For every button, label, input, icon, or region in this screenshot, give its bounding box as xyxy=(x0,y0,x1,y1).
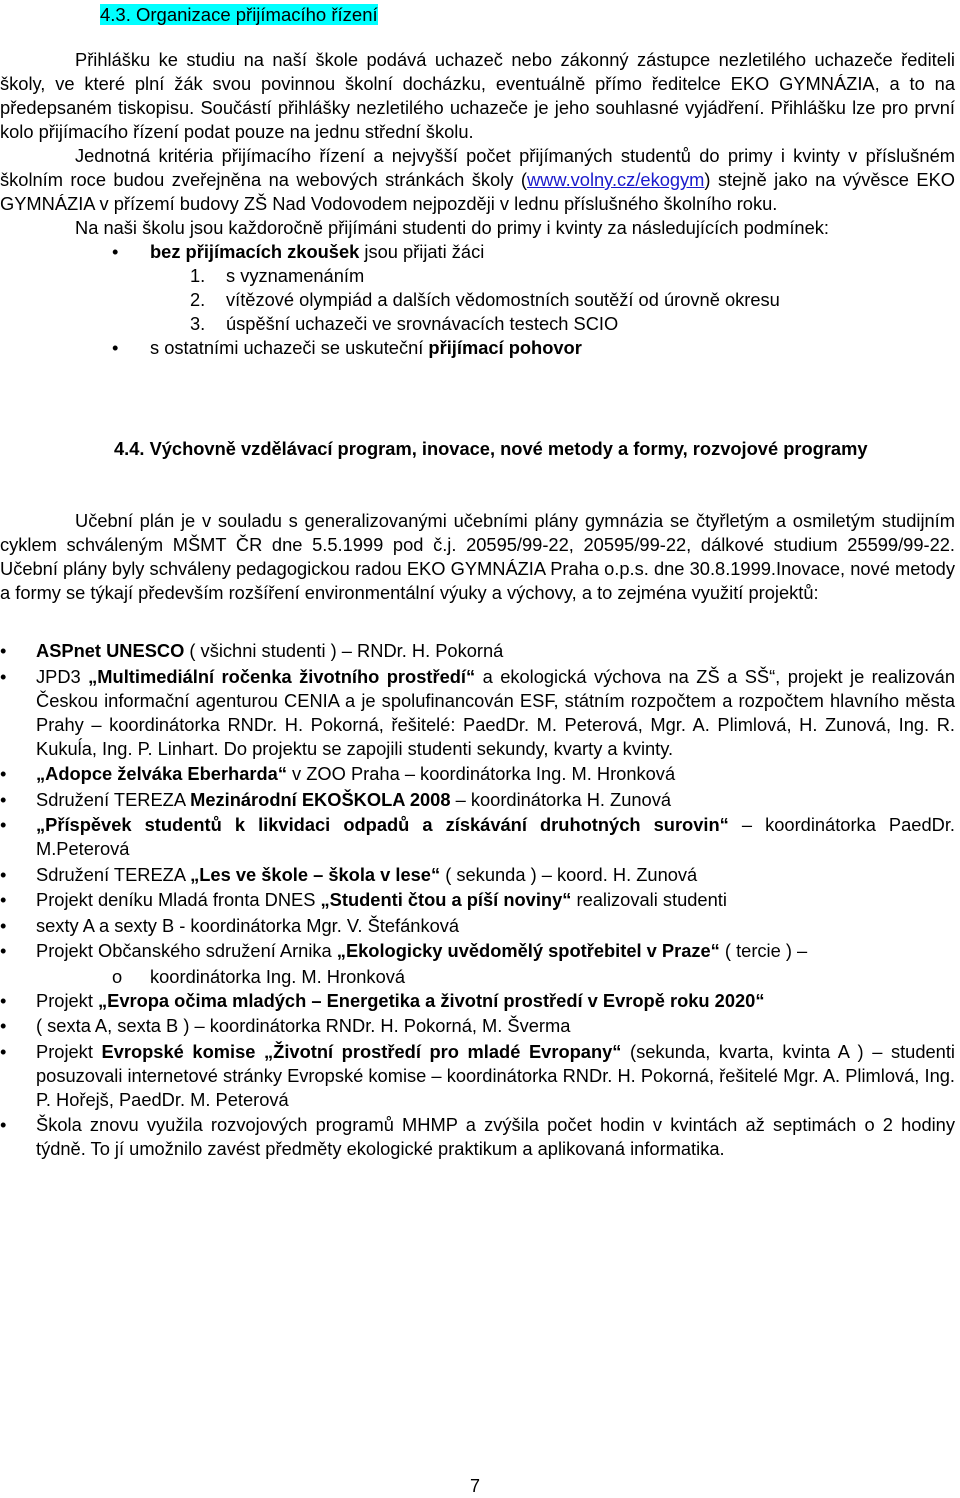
numbered-item: 2. vítězové olympiád a dalších vědomostních soutěží od úrovně okresu xyxy=(190,289,780,310)
list-item: • ASPnet UNESCO ( všichni studenti ) – RNDr. H. Pokorná xyxy=(0,640,504,661)
bullet-icon: • xyxy=(0,1114,7,1135)
section-4-3-body xyxy=(0,48,955,360)
section-heading-4-3: 4.3. Organizace přijímacího řízení xyxy=(100,4,378,25)
list-item: • „Adopce želváka Eberharda“ v ZOO Praha – koordinátorka Ing. M. Hronková xyxy=(0,763,676,784)
list-item: • Sdružení TEREZA „Les ve škole – škola v lese“ ( sekunda ) – koord. H. Zunová xyxy=(0,863,698,885)
paragraph-curriculum: Učební plán je v souladu s generalizovanými učebními plány gymnázia se čtyřletým a osmiletým studijním cyklem schváleným MŠMT ČR dne 5.5.1999 pod č.j. 20595/99-22, 20595/99-22, dálkové studium 25599/99-22. Učební plány byly schváleny pedagogickou radou EKO GYMNÁZIA Praha o.p.s. dne 30.8.1999.Inovace, nové metody a formy se týkají především rozšíření environmentální výuky a výchovy, a to zejména využití projektů: xyxy=(0,510,955,603)
list-item: • Projekt deníku Mladá fronta DNES „Studenti čtou a píší noviny“ realizovali studenti xyxy=(0,889,727,910)
numbered-item: 3. úspěšní uchazeči ve srovnávacích testech SCIO xyxy=(190,313,619,334)
bullet-icon: • xyxy=(0,889,7,910)
list-item: • Sdružení TEREZA Mezinárodní EKOŠKOLA 2008 – koordinátorka H. Zunová xyxy=(0,788,672,810)
paragraph-criteria: Jednotná kritéria přijímacího řízení a nejvyšší počet přijímaných studentů do primy i kvinty v příslušném školním roce budou zveřejněna na webových stránkách školy (www.volny.cz/ekogym) stejně jako na vývěsce EKO GYMNÁZIA v přízemí budovy ZŠ Nad Vodovodem nejpozději v lednu příslušného školního roku. xyxy=(0,145,956,214)
list-item: • sexty A a sexty B - koordinátorka Mgr. V. Štefánková xyxy=(0,914,460,936)
bullet-icon: • xyxy=(0,863,7,885)
list-item: • s ostatními uchazeči se uskuteční přijímací pohovor xyxy=(112,337,582,358)
bullet-icon: • xyxy=(0,914,7,936)
bullet-icon: • xyxy=(112,337,119,358)
list-item: • bez přijímacích zkoušek jsou přijati žáci xyxy=(112,241,485,262)
list-item: • JPD3 „Multimediální ročenka životního prostředí“ a ekologická výchova na ZŠ a SŠ“, projekt je realizován Českou informační agenturou CENIA a je spolufinancován ESF, státním rozpočtem a rozpočtem hlavního města Prahy – koordinátorka RNDr. H. Pokorná, řešitelé: PaedDr. M. Peterová, Mgr. A. Plimlová, H. Zunová, Ing. R. Kukuĺa, Ing. P. Linhart. Do projektu se zapojili studenti sekundy, kvarty a kvinty. xyxy=(0,665,956,759)
numbered-item: 1. s vyznamenáním xyxy=(190,265,365,286)
bullet-icon: • xyxy=(0,814,7,835)
bullet-icon: • xyxy=(112,241,119,262)
bullet-icon: • xyxy=(0,989,7,1011)
list-item: • Škola znovu využila rozvojových programů MHMP a zvýšila počet hodin v kvintách až septimách o 2 hodiny týdně. To jí umožnilo zavést předměty ekologické praktikum a aplikovaná informatika. xyxy=(0,1114,955,1159)
bullet-icon: • xyxy=(0,763,7,784)
bullet-icon: • xyxy=(0,665,7,687)
bullet-icon: • xyxy=(0,940,7,961)
list-item: • Projekt Občanského sdružení Arnika „Ekologicky uvědomělý spotřebitel v Praze“ ( tercie ) – xyxy=(0,940,808,961)
list-item: • Projekt „Evropa očima mladých – Energetika a životní prostředí v Evropě roku 2020“ xyxy=(0,989,765,1011)
list-item: • ( sexta A, sexta B ) – koordinátorka RNDr. H. Pokorná, M. Šverma xyxy=(0,1015,571,1036)
bullet-icon: • xyxy=(0,640,7,661)
school-website-link[interactable]: www.volny.cz/ekogym xyxy=(526,169,705,190)
paragraph-application: Přihlášku ke studiu na naší škole podává uchazeč nebo zákonný zástupce nezletilého uchazeče řediteli školy, ve které plní žák svou povinnou školní docházku, eventuálně přímo ředitelce EKO GYMNÁZIA, a to na předepsaném tiskopisu. Součástí přihlášky nezletilého uchazeče je jeho souhlasné vyjádření. Přihlášku lze pro první kolo přijímacího řízení podat pouze na jednu střední školu. xyxy=(0,49,955,142)
sub-list-item: o koordinátorka Ing. M. Hronková xyxy=(112,965,406,987)
list-item: • „Příspěvek studentů k likvidaci odpadů a získávání druhotných surovin“ – koordinátorka PaedDr. M.Peterová xyxy=(0,814,955,859)
section-4-4-body xyxy=(0,509,955,1163)
page-number: 7 xyxy=(470,1476,481,1496)
section-heading-4-4: 4.4. Výchovně vzdělávací program, inovace, nové metody a formy, rozvojové programy xyxy=(114,438,868,459)
list-item: • Projekt Evropské komise „Životní prostředí pro mladé Evropany“ (sekunda, kvarta, kvinta A ) – studenti posuzovali internetové stránky Evropské komise – koordinátorka RNDr. H. Pokorná, řešitelé Mgr. A. Plimlová, Ing. P. Hořejš, PaedDr. M. Peterová xyxy=(0,1040,955,1110)
bullet-icon: • xyxy=(0,788,7,810)
circle-bullet-icon: o xyxy=(112,965,123,987)
paragraph-conditions: Na naši školu jsou každoročně přijímáni studenti do primy i kvinty za následujících podmínek: xyxy=(75,217,829,238)
bullet-icon: • xyxy=(0,1040,7,1062)
bullet-icon: • xyxy=(0,1015,7,1036)
